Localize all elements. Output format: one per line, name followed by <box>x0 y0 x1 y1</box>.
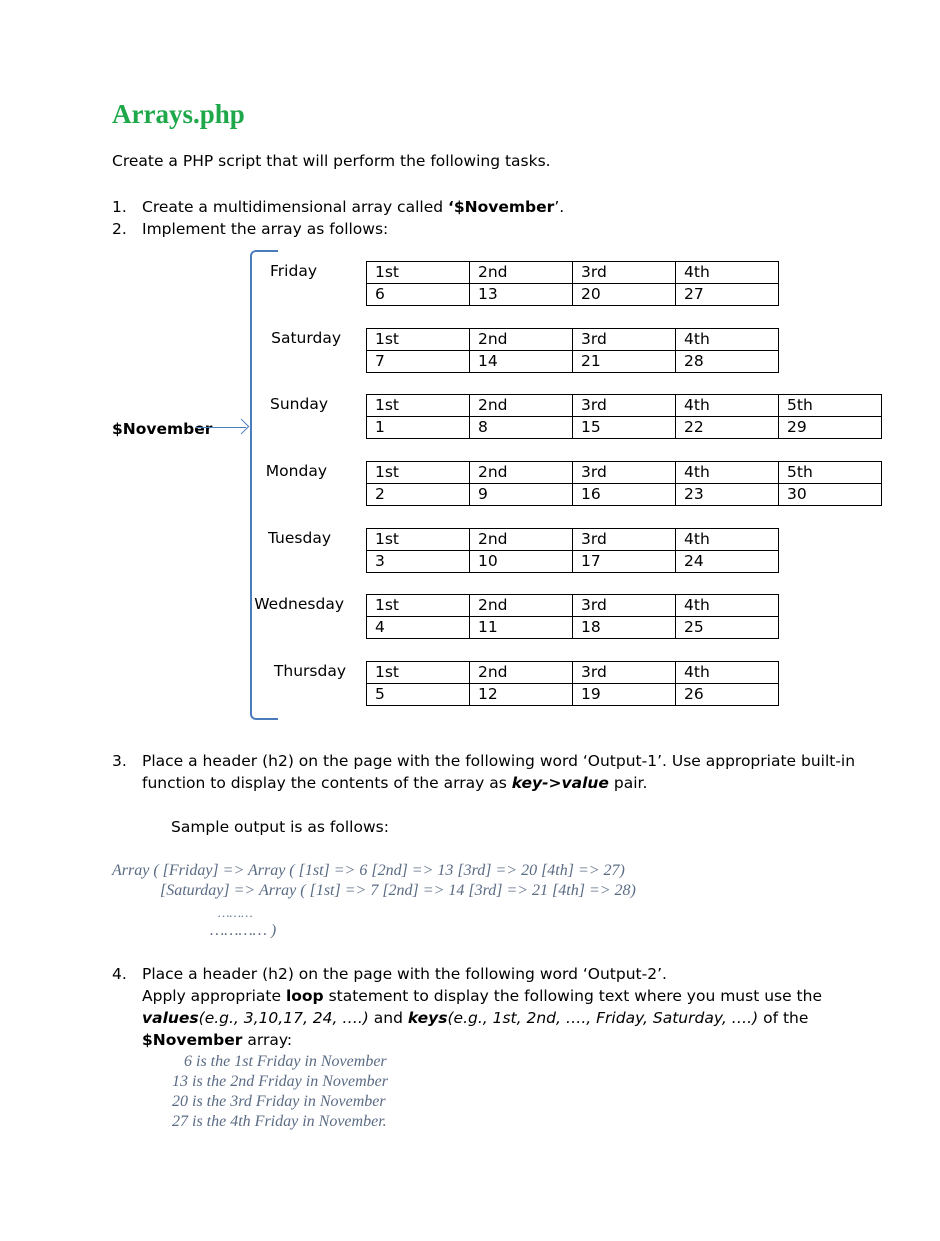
value-cell: 5 <box>367 684 470 706</box>
values-row <box>367 284 779 306</box>
day-table <box>366 261 779 306</box>
sample-line-3: ……… <box>218 905 253 920</box>
value-cell: 15 <box>573 417 676 439</box>
value-cell: 25 <box>676 617 779 639</box>
values-example: (e.g., 3,10,17, 24, ….) <box>198 1009 369 1027</box>
key-cell: 3rd <box>573 662 676 684</box>
key-cell: 3rd <box>573 462 676 484</box>
day-label: Monday <box>265 462 327 480</box>
bracket <box>250 250 278 720</box>
value-cell: 11 <box>470 617 573 639</box>
key-cell: 2nd <box>470 529 573 551</box>
key-cell: 2nd <box>470 462 573 484</box>
day-table <box>366 461 882 506</box>
task-2-number: 2. <box>112 220 127 238</box>
keys-example: (e.g., 1st, 2nd, …., Friday, Saturday, ….) <box>447 1009 759 1027</box>
key-cell: 4th <box>676 529 779 551</box>
task-1-number: 1. <box>112 198 127 216</box>
value-cell: 8 <box>470 417 573 439</box>
day-table <box>366 594 779 639</box>
value-cell: 10 <box>470 551 573 573</box>
day-label: Thursday <box>273 662 346 680</box>
values-bold: values <box>142 1009 199 1027</box>
keys-row <box>367 262 779 284</box>
sample-label: Sample output is as follows: <box>171 818 389 836</box>
task-4-line-2 <box>142 985 822 1007</box>
values-row <box>367 684 779 706</box>
task-1-pre: Create a multidimensional array called <box>142 198 448 216</box>
day-table <box>366 328 779 373</box>
key-cell: 3rd <box>573 262 676 284</box>
key-cell: 3rd <box>573 529 676 551</box>
output2-line-1: 6 is the 1st Friday in November <box>184 1053 387 1070</box>
task-4-line-1: Place a header (h2) on the page with the following word ‘Output-2’. <box>142 965 667 983</box>
key-cell: 1st <box>367 662 470 684</box>
task-4-line-3-post: of the <box>758 1009 809 1027</box>
values-row <box>367 417 882 439</box>
keys-row <box>367 595 779 617</box>
key-cell: 3rd <box>573 595 676 617</box>
key-cell: 4th <box>676 662 779 684</box>
value-cell: 30 <box>779 484 882 506</box>
values-row <box>367 551 779 573</box>
key-value-bold: key->value <box>511 774 609 792</box>
task-1-text <box>142 196 564 218</box>
keys-row <box>367 529 779 551</box>
day-label: Friday <box>270 262 317 280</box>
value-cell: 7 <box>367 351 470 373</box>
values-row <box>367 617 779 639</box>
page-title: Arrays.php <box>112 99 245 129</box>
value-cell: 21 <box>573 351 676 373</box>
key-cell: 1st <box>367 595 470 617</box>
day-label: Tuesday <box>267 529 331 547</box>
key-cell: 2nd <box>470 262 573 284</box>
value-cell: 20 <box>573 284 676 306</box>
values-row <box>367 351 779 373</box>
key-cell: 4th <box>676 595 779 617</box>
key-cell: 5th <box>779 462 882 484</box>
loop-bold: loop <box>285 987 324 1005</box>
day-label: Sunday <box>270 395 328 413</box>
value-cell: 14 <box>470 351 573 373</box>
value-cell: 24 <box>676 551 779 573</box>
day-table <box>366 661 779 706</box>
key-cell: 1st <box>367 462 470 484</box>
sample-line-4: ………… ) <box>210 922 277 939</box>
key-cell: 5th <box>779 395 882 417</box>
intro-text: Create a PHP script that will perform the following tasks. <box>112 152 551 170</box>
key-cell: 4th <box>676 329 779 351</box>
arrow-head <box>234 419 250 435</box>
task-4-number: 4. <box>112 965 127 983</box>
key-cell: 3rd <box>573 395 676 417</box>
value-cell: 12 <box>470 684 573 706</box>
key-cell: 1st <box>367 395 470 417</box>
task-2-text: Implement the array as follows: <box>142 220 389 238</box>
task-4-line-2-pre: Apply appropriate <box>142 987 286 1005</box>
values-row <box>367 484 882 506</box>
value-cell: 19 <box>573 684 676 706</box>
sample-line-1: Array ( [Friday] => Array ( [1st] => 6 [2nd] => 13 [3rd] => 20 [4th] => 27) <box>112 862 625 879</box>
task-4-line-4 <box>142 1029 292 1051</box>
value-cell: 29 <box>779 417 882 439</box>
keys-row <box>367 329 779 351</box>
value-cell: 1 <box>367 417 470 439</box>
task-3-number: 3. <box>112 752 127 770</box>
key-cell: 3rd <box>573 329 676 351</box>
task-3-line-1: Place a header (h2) on the page with the following word ‘Output-1’. Use appropriate built-in <box>142 752 856 770</box>
key-cell: 2nd <box>470 395 573 417</box>
day-label: Wednesday <box>254 595 344 613</box>
value-cell: 22 <box>676 417 779 439</box>
key-cell: 4th <box>676 462 779 484</box>
key-cell: 1st <box>367 529 470 551</box>
key-cell: 2nd <box>470 662 573 684</box>
output2-line-4: 27 is the 4th Friday in November. <box>172 1113 387 1130</box>
value-cell: 13 <box>470 284 573 306</box>
value-cell: 23 <box>676 484 779 506</box>
value-cell: 4 <box>367 617 470 639</box>
value-cell: 2 <box>367 484 470 506</box>
value-cell: 18 <box>573 617 676 639</box>
keys-row <box>367 395 882 417</box>
value-cell: 6 <box>367 284 470 306</box>
task-4-line-4-post: array: <box>242 1031 293 1049</box>
keys-row <box>367 462 882 484</box>
key-cell: 2nd <box>470 329 573 351</box>
task-4-line-3-mid: and <box>368 1009 408 1027</box>
task-1-post: ’. <box>554 198 565 216</box>
value-cell: 28 <box>676 351 779 373</box>
key-cell: 4th <box>676 262 779 284</box>
key-cell: 2nd <box>470 595 573 617</box>
day-label: Saturday <box>271 329 341 347</box>
task-4-line-2-post: statement to display the following text where you must use the <box>323 987 822 1005</box>
task-3-line-2-pre: function to display the contents of the array as <box>142 774 512 792</box>
november-bold: $November <box>142 1031 243 1049</box>
output2-line-2: 13 is the 2nd Friday in November <box>172 1073 388 1090</box>
value-cell: 16 <box>573 484 676 506</box>
value-cell: 3 <box>367 551 470 573</box>
task-4-line-3 <box>142 1007 808 1029</box>
task-3-line-2 <box>142 772 647 794</box>
task-3-line-2-post: pair. <box>608 774 648 792</box>
day-table <box>366 394 882 439</box>
day-table <box>366 528 779 573</box>
value-cell: 26 <box>676 684 779 706</box>
task-1-bold: ‘$November <box>448 198 555 216</box>
keys-bold: keys <box>407 1009 448 1027</box>
value-cell: 17 <box>573 551 676 573</box>
keys-row <box>367 662 779 684</box>
value-cell: 27 <box>676 284 779 306</box>
value-cell: 9 <box>470 484 573 506</box>
key-cell: 1st <box>367 262 470 284</box>
output2-line-3: 20 is the 3rd Friday in November <box>172 1093 386 1110</box>
key-cell: 1st <box>367 329 470 351</box>
sample-line-2: [Saturday] => Array ( [1st] => 7 [2nd] => 14 [3rd] => 21 [4th] => 28) <box>160 882 636 899</box>
key-cell: 4th <box>676 395 779 417</box>
november-var-label: $November <box>112 420 213 438</box>
